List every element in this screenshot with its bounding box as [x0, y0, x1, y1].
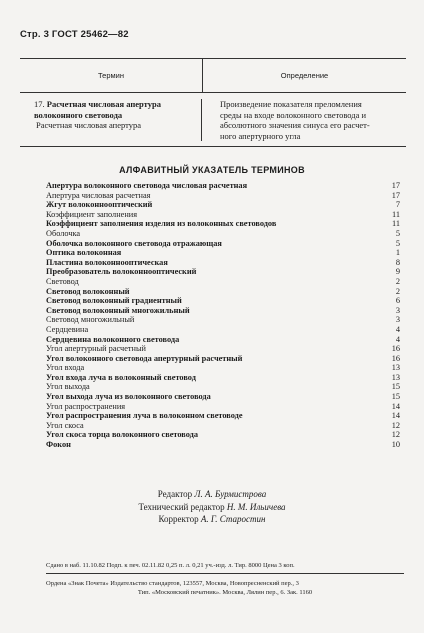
- index-term: Апертура волоконного световода числовая расчетная: [46, 181, 248, 190]
- index-entry: [46, 239, 400, 249]
- printer-line: Тип. «Московский печатник». Москва, Лялин пер., 6. Зак. 1160: [137, 589, 313, 596]
- tech-editor-line: [0, 501, 424, 514]
- index-page-number: 15: [391, 382, 400, 392]
- index-page-number: 13: [391, 372, 400, 382]
- definition-line: Произведение показателя преломления: [220, 99, 362, 109]
- index-entry: [46, 277, 400, 287]
- index-entry: [46, 200, 400, 210]
- index-page-number: 10: [391, 440, 400, 450]
- index-page-number: 15: [391, 392, 400, 402]
- index-term: Угол распространения: [46, 401, 126, 411]
- index-entry: [46, 315, 400, 325]
- index-entry: [46, 344, 400, 354]
- index-entry: [46, 373, 400, 383]
- index-entry: [46, 296, 400, 306]
- index-term: Преобразователь волоконнооптический: [46, 267, 197, 277]
- index-page-number: 2: [395, 286, 400, 296]
- print-info: Сдано в наб. 11.10.82 Подп. к печ. 02.11.82 0,25 п. л. 0,21 уч.-изд. л. Тир. 8000 Цена 3 коп.: [46, 562, 295, 569]
- term-number: 17.: [34, 99, 45, 109]
- table-row: [20, 93, 406, 146]
- proofreader-name: А. Г. Старостин: [200, 514, 266, 524]
- index-entry: [46, 392, 400, 402]
- index-page-number: 6: [395, 296, 400, 306]
- footer-divider: [46, 573, 404, 574]
- index-term: Пластина волоконнооптическая: [46, 257, 168, 267]
- index-page-number: 4: [395, 324, 400, 334]
- index-entry: [46, 287, 400, 297]
- index-term: Световод: [46, 276, 79, 286]
- index-entry: [46, 382, 400, 392]
- index-term: Световод волоконный многожильный: [46, 305, 190, 315]
- editor-name: Л. А. Бурмистрова: [194, 489, 267, 499]
- index-entry: [46, 181, 400, 191]
- index-entry: [46, 354, 400, 364]
- index-page-number: 8: [395, 257, 400, 267]
- index-title: АЛФАВИТНЫЙ УКАЗАТЕЛЬ ТЕРМИНОВ: [119, 165, 305, 175]
- index-page-number: 4: [395, 334, 400, 344]
- definition-cell: [202, 99, 406, 141]
- index-page-number: 5: [395, 228, 400, 238]
- index-entry: [46, 258, 400, 268]
- index-entry: [46, 411, 400, 421]
- index-entry: [46, 210, 400, 220]
- index-entry: [46, 248, 400, 258]
- tech-editor-role: Технический редактор: [138, 501, 225, 512]
- index-entry: [46, 267, 400, 277]
- index-page-number: 3: [395, 315, 400, 325]
- table-header: [20, 59, 406, 93]
- definition-line: абсолютного значения синуса его расчет-: [220, 120, 370, 130]
- editor-line: [0, 488, 424, 501]
- credits: [0, 488, 424, 526]
- term-cell: [20, 99, 202, 141]
- term-synonym: Расчетная числовая апертура: [36, 120, 142, 130]
- index-term: Угол входа: [46, 363, 85, 373]
- column-header-definition: Определение: [280, 71, 329, 80]
- index-entry: [46, 335, 400, 345]
- index-term: Световод многожильный: [46, 315, 135, 325]
- index-page-number: 7: [395, 200, 400, 210]
- index-term: Угол скоса торца волоконного световода: [46, 430, 198, 440]
- tech-editor-name: Н. М. Ильичева: [226, 501, 286, 512]
- index-entry: [46, 325, 400, 335]
- index-term: Угол выхода: [46, 382, 90, 392]
- index-term: Фокон: [46, 440, 71, 450]
- index-term: Оболочка волоконного световода отражающая: [46, 238, 222, 248]
- index-page-number: 11: [392, 209, 400, 219]
- index-list: [46, 181, 400, 450]
- index-entry: [46, 229, 400, 239]
- index-entry: [46, 306, 400, 316]
- index-entry: [46, 421, 400, 431]
- term-name: [34, 99, 201, 110]
- index-entry: [46, 191, 400, 201]
- index-term: Угол распространения луча в волоконном световоде: [46, 411, 243, 421]
- index-term: Оптика волоконная: [46, 248, 122, 258]
- index-page-number: 17: [391, 181, 400, 190]
- index-page-number: 14: [391, 411, 400, 421]
- index-page-number: 5: [395, 238, 400, 248]
- index-term: Угол волоконного световода апертурный расчетный: [46, 353, 243, 363]
- index-entry: [46, 430, 400, 440]
- index-entry: [46, 440, 400, 450]
- editor-role: Редактор: [157, 489, 193, 499]
- index-term: Апертура числовая расчетная: [46, 190, 151, 200]
- index-page-number: 17: [391, 190, 400, 200]
- publisher-line: Ордена «Знак Почета» Издательство стандартов, 123557, Москва, Новопресненский пер., 3: [46, 580, 299, 587]
- index-term: Световод волоконный градиентный: [46, 296, 182, 306]
- term-name-line1: Расчетная числовая апертура: [46, 99, 161, 109]
- index-term: Коэффициент заполнения: [46, 209, 138, 219]
- index-term: Угол входа луча в волоконный световод: [46, 372, 196, 382]
- index-page-number: 2: [395, 276, 400, 286]
- index-page-number: 11: [392, 219, 400, 229]
- index-page-number: 13: [391, 363, 400, 373]
- index-page-number: 16: [391, 344, 400, 354]
- column-header-term: Термин: [20, 59, 203, 92]
- index-term: Сердцевина волоконного световода: [46, 334, 180, 344]
- index-page-number: 14: [391, 401, 400, 411]
- index-term: Угол скоса: [46, 420, 84, 430]
- proofreader-role: Корректор: [158, 514, 199, 524]
- index-term: Угол выхода луча из волоконного световода: [46, 392, 211, 402]
- index-page-number: 9: [395, 267, 400, 277]
- proofreader-line: [0, 513, 424, 526]
- page-header: Стр. 3 ГОСТ 25462—82: [20, 29, 129, 40]
- definition-line: ного апертурного угла: [220, 130, 301, 141]
- index-entry: [46, 402, 400, 412]
- index-term: Коэффициент заполнения изделия из волоконных световодов: [46, 219, 277, 229]
- index-page-number: 16: [391, 353, 400, 363]
- index-entry: [46, 363, 400, 373]
- index-term: Жгут волоконнооптический: [46, 200, 153, 210]
- index-term: Оболочка: [46, 228, 81, 238]
- definition-line: среды на входе волоконного световода и: [220, 109, 367, 120]
- index-term: Сердцевина: [46, 324, 89, 334]
- index-term: Световод волоконный: [46, 286, 130, 296]
- term-name-line2: волоконного световода: [34, 109, 123, 120]
- index-page-number: 12: [391, 420, 400, 430]
- terms-table: [20, 58, 406, 147]
- index-page-number: 3: [395, 305, 400, 315]
- index-page-number: 12: [391, 430, 400, 440]
- index-term: Угол апертурный расчетный: [46, 344, 146, 354]
- index-entry: [46, 219, 400, 229]
- index-page-number: 1: [395, 248, 400, 258]
